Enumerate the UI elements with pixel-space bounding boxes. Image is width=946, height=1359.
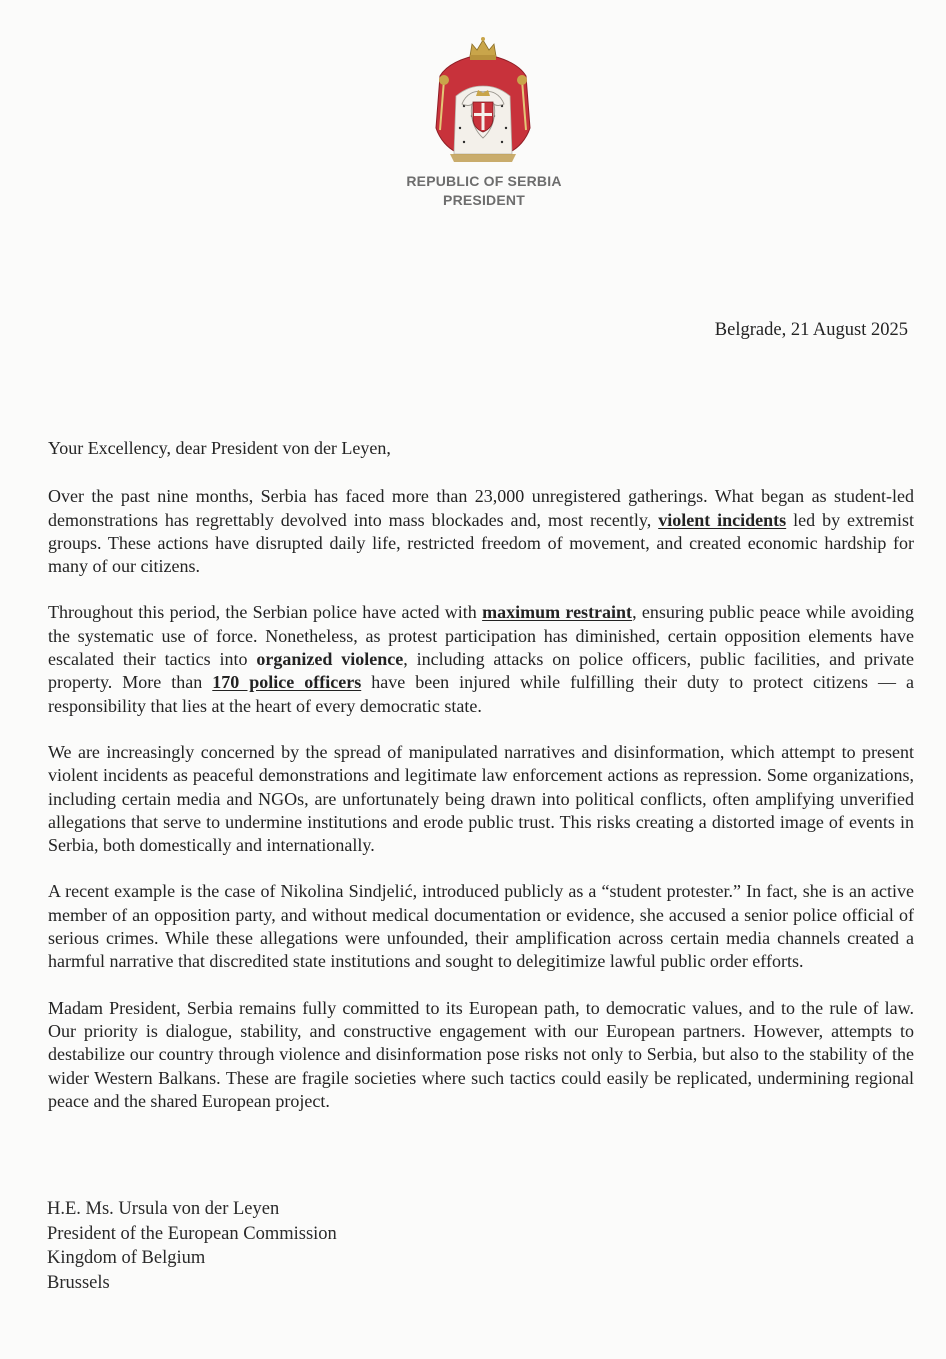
letterhead-office: PRESIDENT	[443, 192, 525, 208]
p1-highlight-violent-incidents: violent incidents	[658, 509, 787, 530]
paragraph-1	[48, 485, 914, 578]
recipient-block	[47, 1197, 337, 1295]
letterhead	[0, 172, 946, 210]
p2-highlight-organized-violence: organized violence	[256, 649, 404, 670]
paragraph-4: A recent example is the case of Nikolina Sindjelić, introduced publicly as a “student protester.” In fact, she is an active member of an opposition party, and without medical documentation or evidence, she accused a senior police official of serious crimes. While these allegations were unfounded, their amplification across certain media channels created a harmful narrative that discredited state institutions and sought to delegitimize lawful public order efforts.	[48, 881, 914, 972]
p2-text-c: , ensuring public peace while avoiding the systematic use of force. Nonetheless, as protest participation has diminished, certain opposition elements have escalated their tactics into	[48, 602, 914, 670]
paragraph-2	[48, 601, 914, 717]
date-line: Belgrade, 21 August 2025	[714, 320, 908, 340]
paragraph-3: We are increasingly concerned by the spread of manipulated narratives and disinformation, which attempt to present violent incidents as peaceful demonstrations and legitimate law enforcement actions as repression. Some organizations, including certain media and NGOs, are unfortunately being drawn into political conflicts, often amplifying unverified allegations that serve to undermine institutions and erode public trust. This risks creating a distorted image of events in Serbia, both domestically and internationally.	[48, 741, 914, 856]
p2-highlight-police-officers: 170 police officers	[212, 672, 362, 693]
serbian-coat-of-arms-icon	[430, 36, 536, 166]
p1-text-c: led by extremist groups. These actions have disrupted daily life, restricted freedom of movement, and created economic hardship for many of our citizens.	[48, 509, 914, 577]
letter-body	[48, 437, 914, 1136]
paragraph-5: Madam President, Serbia remains fully committed to its European path, to democratic values, and to the rule of law. Our priority is dialogue, stability, and constructive engagement with our European partners. However, attempts to destabilize our country through violence and disinformation pose risks not only to Serbia, but also to the stability of the wider Western Balkans. These are fragile societies where such tactics could easily be replicated, undermining regional peace and the shared European project.	[48, 997, 914, 1111]
recipient-country: Kingdom of Belgium	[47, 1248, 206, 1269]
recipient-city: Brussels	[47, 1272, 110, 1293]
p2-text-a: Throughout this period, the Serbian police have acted with	[48, 602, 483, 623]
p2-text-g: have been injured while fulfilling their duty to protect citizens — a responsibility that lies at the heart of every democratic state.	[48, 672, 915, 716]
letterhead-country: REPUBLIC OF SERBIA	[406, 173, 562, 189]
p2-highlight-maximum-restraint: maximum restraint	[482, 602, 633, 623]
p1-text-a: Over the past nine months, Serbia has faced more than 23,000 unregistered gatherings. What began as student-led demonstrations has regrettably devolved into mass blockades and, most recently,	[48, 486, 914, 530]
salutation: Your Excellency, dear President von der Leyen,	[48, 438, 391, 458]
p2-text-e: , including attacks on police officers, public facilities, and private property. More than	[48, 649, 914, 693]
recipient-title: President of the European Commission	[47, 1223, 337, 1244]
recipient-name: H.E. Ms. Ursula von der Leyen	[47, 1199, 280, 1219]
